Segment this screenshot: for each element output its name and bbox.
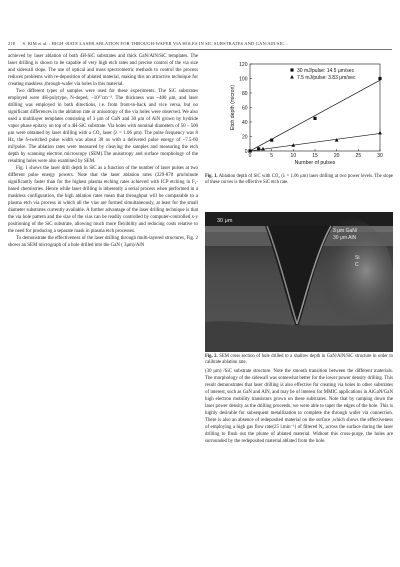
left-paragraph-2: Two different types of samples were used for these experiments. The SiC substrates employed were 4H-polytype, N-doped, ~10¹⁷cm⁻³. The thickness was ~400 μm, and laser drilling was employed in both directions, i.e. from front-to-back and vice versa, but no significant differences in the ablation rate or anisotropy of the via holes were observed. We also used a multilayer templates consisting of 3 μm of GaN and 30 μm of AlN grown by hydride vapor phase epitaxy on top of a 4H-SiC substrate. Via holes with nominal diameters of 50 – 500 μm were obtained by laser drilling with a CO₂ laser (λ = 1.06 μm). The pulse frequency was 8 Hz, the δ-switched pulse width was about 30 ns with a delivered pulse energy of ~7.5-60 mJ/pulse. The ablation rates were measured by cleaving the samples and measuring the etch depth by scanning electron microscopy (SEM).The anisotropy and surface morphology of the resulting holes were also examined by SEM. — [8, 89, 198, 164]
running-title: S. KIM et al. : HIGH -RATE LASER ABLATION FOR THROUGH-WAFER VIA HOLES IN SIC SUBSTRATES AND GAN/AlN/SIC... — [22, 41, 289, 46]
legend-label-1: 7.5 mJ/pulse: 3.83 μm/sec — [297, 74, 356, 81]
series-1-point-1 — [261, 147, 265, 151]
sem-layer-label-line1: 3 μm GaN/ — [333, 228, 358, 234]
right-column — [205, 368, 393, 445]
header-rule — [8, 49, 392, 50]
right-paragraph-1: (30 μm) /SiC substrate structure. Note the smooth transition between the different materials. The morphology of the sidewall was somewhat better for the lower power density drilling. This result demonstrates that laser drilling is also effective for creating via holes in other substrates of interest, such as GaN and AlN, and may be of interest for MMIC applications in AlGaN/GaN high electron mobility transistors grown on these substrates. Note that by ramping down the laser power density as the drilling proceeds, we were able to taper the edges of the hole. This is highly desirable for subsequent metallization to complete the through wafer via connection. There is also an absence of redeposited material on the surface ,which shows the effectiveness of employing a high gas flow rate(25 l.min⁻¹) of filtered N₂ across the surface during the laser drilling to flush out the plume of ablated material. Without this cross-purge, the holes are surrounded by the redeposited material ablated from the hole. — [205, 369, 393, 444]
y-tick-label-1: 20 — [241, 134, 248, 141]
sem-scale-label: 30 μm — [217, 218, 233, 224]
x-tick-label-4: 20 — [333, 153, 340, 159]
sem-image — [205, 212, 393, 352]
x-tick-label-5: 25 — [355, 153, 362, 159]
x-tick-label-1: 5 — [270, 153, 274, 159]
sem-substrate-label-line1: Si — [355, 255, 360, 261]
x-tick-label-6: 30 — [377, 153, 383, 159]
etch-depth-chart — [205, 58, 393, 170]
legend-label-0: 30 mJ/pulse: 14.5 μm/sec — [297, 67, 355, 74]
series-0-point-2 — [270, 139, 273, 142]
figure-2-caption-text: SEM cross section of hole drilled to a shallow depth in GaN/AlN/SiC structure in order to calibrate ablation rate. — [205, 354, 394, 366]
legend-marker-0 — [290, 68, 293, 71]
figure-1-caption — [205, 174, 393, 187]
figure-1-caption-text: Ablation depth of SiC with CO₂ (λ = 1.06 μm) laser drilling at two power levels. The slope of these curves is the effective SiC etch rate. — [205, 174, 393, 186]
sem-substrate-label-line2: C — [355, 262, 359, 268]
x-tick-label-2: 10 — [290, 153, 297, 159]
y-tick-label-4: 80 — [241, 90, 248, 97]
x-tick-label-0: 0 — [248, 153, 252, 159]
y-tick-label-6: 120 — [239, 61, 248, 68]
figure-2-caption — [205, 354, 393, 367]
y-tick-label-3: 60 — [241, 105, 248, 112]
legend-marker-1 — [290, 75, 294, 79]
left-paragraph-3: Fig. 1 shows the laser drill depth in SiC as a function of the number of laser pulses at two different pulse energy powers. Note that the laser ablation rates (229-870 μm/minute significantly faster than for the highest plasma etching rates achieved with ICP etching in F₂-based chemistries. Hence while laser drilling is inherently a serial process when performed in a maskless configuration, the high ablation rates mean that throughput will be comparable to a plasma etch via process in which all the vias are formed simultaneously, at least for the small diameter substrates currently available. A further advantage of the laser drilling technique is that the via hole pattern and the size of the vias can be readily controlled by computer-controlled x-y positioning of the SiC substrate, allowing much more flexibility and reducing costs relative to the need for producing a separate mask in plasma etch processes. — [8, 166, 198, 234]
series-0-point-4 — [378, 77, 381, 80]
series-1-point-3 — [335, 138, 339, 142]
series-1-fit-line — [250, 133, 380, 151]
y-tick-label-0: 0 — [244, 148, 248, 155]
y-axis-label: Etch depth (micron) — [230, 84, 236, 131]
sem-layer-label-line2: 30 μm AlN — [333, 235, 357, 241]
series-0-fit-line — [250, 80, 380, 151]
left-paragraph-4: To demonstrate the effectiveness of the laser drilling through multi-layered structures, Fig. 2 shows an SEM micrograph of a hole drilled into the GaN ( 3μm)/AlN — [8, 236, 198, 248]
y-tick-label-2: 40 — [241, 119, 248, 126]
figure-2-caption-label: Fig. 2. — [205, 354, 218, 359]
left-column — [8, 53, 198, 249]
series-1-point-4 — [378, 131, 382, 135]
running-header — [8, 41, 392, 46]
y-tick-label-5: 100 — [239, 76, 248, 83]
figure-1-chart — [205, 58, 393, 170]
page-number: 218 — [8, 41, 16, 46]
x-tick-label-3: 15 — [312, 153, 318, 159]
x-axis-label: Number of pulses — [294, 160, 336, 166]
figure-1-caption-label: Fig. 1. — [205, 174, 218, 179]
figure-2-sem-micrograph — [205, 212, 393, 352]
left-paragraph-1: achieved by laser ablation of both 4H-SiC substrates and thick GaN/AlN/SiC templates. The laser drilling is shown to be capable of very high etch rates and precise control of the via size and sidewall slope. The use of optical and mass spectrometric methods to control the process reduces problems with re-deposition of ablated material, making this an attractive technique for creating maskless ,through-wafer via holes in this material. — [8, 54, 198, 87]
series-0-point-3 — [313, 117, 316, 120]
